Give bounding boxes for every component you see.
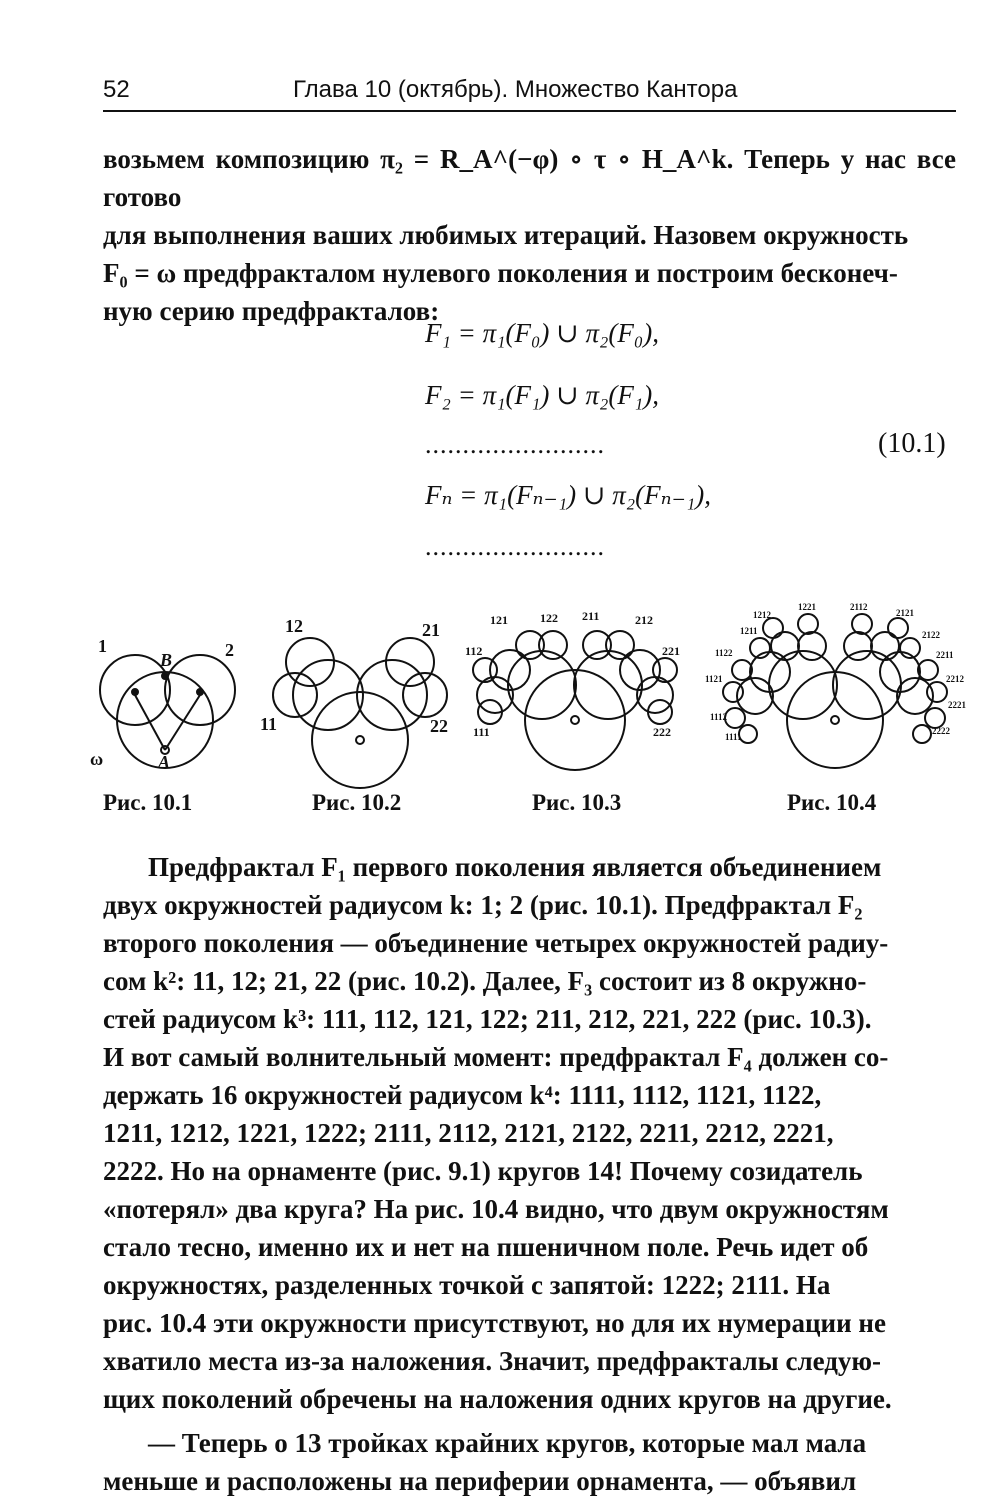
fig1-label-2: 2: [225, 640, 234, 660]
equation-ellipsis: ........................: [425, 532, 605, 561]
text-line: Предфрактал F₁ первого поколения является объединением: [148, 852, 882, 882]
figure-10-3: [473, 631, 677, 770]
text-line: 2222. Но на орнаменте (рис. 9.1) кругов 14! Почему созидатель: [103, 1156, 863, 1186]
text-line: для выполнения ваших любимых итераций. Назовем окружность: [103, 220, 909, 250]
text-line: меньше и расположены на периферии орнамента, — объявил: [103, 1466, 857, 1496]
fig1-label-b: B: [160, 650, 173, 670]
circle-112: [473, 658, 497, 682]
text-line: второго поколения — объединение четырех окружностей радиу-: [103, 928, 889, 958]
text-line: окружностях, разделенных точкой с запятой: 1222; 2111. На: [103, 1270, 831, 1300]
equation-number: (10.1): [878, 428, 946, 459]
fig4-label-2112: 2112: [850, 602, 868, 612]
circle-2: [357, 660, 427, 730]
text-line: возьмем композицию π₂ = R_A^(−φ) ∘ τ ∘ H_A^k. Теперь у нас все готово: [103, 144, 956, 212]
text-line: сом k²: 11, 12; 21, 22 (рис. 10.2). Далее, F₃ состоит из 8 окружно-: [103, 966, 867, 996]
circle-1111: [739, 725, 757, 743]
figure-10-4: [723, 614, 947, 768]
fig4-label-1122: 1122: [715, 648, 733, 658]
page-number: 52: [103, 76, 130, 103]
fig3-label-112: 112: [465, 644, 483, 658]
fig4-label-2222: 2222: [932, 726, 950, 736]
text-line: И вот самый волнительный момент: предфрактал F₄ должен со-: [103, 1042, 889, 1072]
text-line: стей радиусом k³: 111, 112, 121, 122; 211, 212, 221, 222 (рис. 10.3).: [103, 1004, 872, 1034]
text-line: «потерял» два круга? На рис. 10.4 видно, что двум окружностям: [103, 1194, 889, 1224]
circle-1212: [763, 618, 783, 638]
fig4-label-1112: 1112: [710, 712, 728, 722]
point-a: [356, 736, 364, 744]
fig2-label-21: 21: [422, 620, 440, 640]
text-line: F₀ = ω предфракталом нулевого поколения и построим бесконеч-: [103, 258, 898, 288]
caption-fig-10-4: Рис. 10.4: [787, 790, 877, 815]
fig4-label-2221: 2221: [948, 700, 966, 710]
equation-n: Fₙ = π₁(Fₙ₋₁) ∪ π₂(Fₙ₋₁),: [425, 480, 711, 510]
caption-fig-10-2: Рис. 10.2: [312, 790, 402, 815]
fig1-label-a: A: [158, 752, 171, 772]
caption-fig-10-3: Рис. 10.3: [532, 790, 622, 815]
circle-1112: [725, 708, 745, 728]
header-rule: [103, 110, 956, 112]
fig4-label-1121: 1121: [705, 674, 723, 684]
fig2-label-11: 11: [260, 714, 278, 734]
text-line: — Теперь о 13 тройках крайних кругов, которые мал мала: [148, 1428, 867, 1458]
fig4-label-2122: 2122: [922, 630, 940, 640]
point-c1: [132, 689, 138, 695]
circle-2221: [925, 708, 945, 728]
text-line: 1211, 1212, 1221, 1222; 2111, 2112, 2121, 2122, 2211, 2212, 2221,: [103, 1118, 834, 1148]
fig2-label-22: 22: [430, 716, 448, 736]
text-line: держать 16 окружностей радиусом k⁴: 1111, 1112, 1121, 1122,: [103, 1080, 822, 1110]
arrow-a-2: [165, 695, 200, 750]
circle-omega: [787, 672, 883, 768]
circle-221: [653, 658, 677, 682]
circle-1122: [732, 660, 752, 680]
fig3-label-212: 212: [635, 613, 653, 627]
point-b: [162, 673, 168, 679]
running-header: [103, 72, 956, 108]
fig4-label-2121: 2121: [896, 608, 914, 618]
circle-1: [293, 660, 363, 730]
fig4-label-2211: 2211: [936, 650, 954, 660]
text-line: рис. 10.4 эти окружности присутствуют, но для их нумерации не: [103, 1308, 886, 1338]
text-line: щих поколений обречены на наложения одних кругов на другие.: [103, 1384, 892, 1414]
fig1-label-omega: ω: [90, 749, 104, 769]
fig4-label-1111: 1111: [725, 732, 742, 742]
body-paragraph-1: [103, 848, 956, 1418]
fig4-label-1211: 1211: [740, 626, 758, 636]
fig4-label-1212: 1212: [753, 610, 771, 620]
fig3-label-122: 122: [540, 611, 558, 625]
fig3-label-222: 222: [653, 725, 671, 739]
text-line: стало тесно, именно их и нет на пшеничном поле. Речь идет об: [103, 1232, 869, 1262]
equation-ellipsis: ........................: [425, 430, 605, 459]
text-line: хватило места из-за наложения. Значит, предфракталы следую-: [103, 1346, 882, 1376]
fig1-label-1: 1: [98, 636, 107, 656]
circle-211: [844, 632, 872, 660]
point-c2: [197, 689, 203, 695]
fig3-label-121: 121: [490, 613, 508, 627]
circle-1121: [723, 682, 743, 702]
fig2-label-12: 12: [285, 616, 303, 636]
circle-2222: [913, 725, 931, 743]
point-a: [831, 716, 839, 724]
chapter-title: Глава 10 (октябрь). Множество Кантора: [293, 76, 738, 103]
caption-fig-10-1: Рис. 10.1: [103, 790, 193, 815]
fig4-label-1221: 1221: [798, 602, 816, 612]
text-line: двух окружностей радиусом k: 1; 2 (рис. 10.1). Предфрактал F₂: [103, 890, 863, 920]
circle-1: [508, 651, 576, 719]
fig3-label-211: 211: [582, 609, 600, 623]
equation-1: F₁ = π₁(F₀) ∪ π₂(F₀),: [425, 318, 660, 348]
figure-10-2: [273, 638, 447, 788]
fig3-label-111: 111: [473, 725, 490, 739]
body-paragraph-2: [103, 1424, 956, 1500]
point-a: [571, 716, 579, 724]
circle-122: [798, 632, 826, 660]
intro-paragraph: [103, 140, 956, 330]
circle-2: [574, 651, 642, 719]
fig3-label-221: 221: [662, 644, 680, 658]
arrow-a-1: [135, 695, 165, 750]
circle-2112: [852, 614, 872, 634]
circle-2211: [918, 660, 938, 680]
circle-2212: [927, 682, 947, 702]
circle-1221: [798, 614, 818, 634]
text-line: ную серию предфракталов:: [103, 296, 440, 326]
fig4-label-2212: 2212: [946, 674, 964, 684]
circle-2121: [888, 618, 908, 638]
circle-omega: [312, 692, 408, 788]
equation-2: F₂ = π₁(F₁) ∪ π₂(F₁),: [425, 380, 660, 410]
